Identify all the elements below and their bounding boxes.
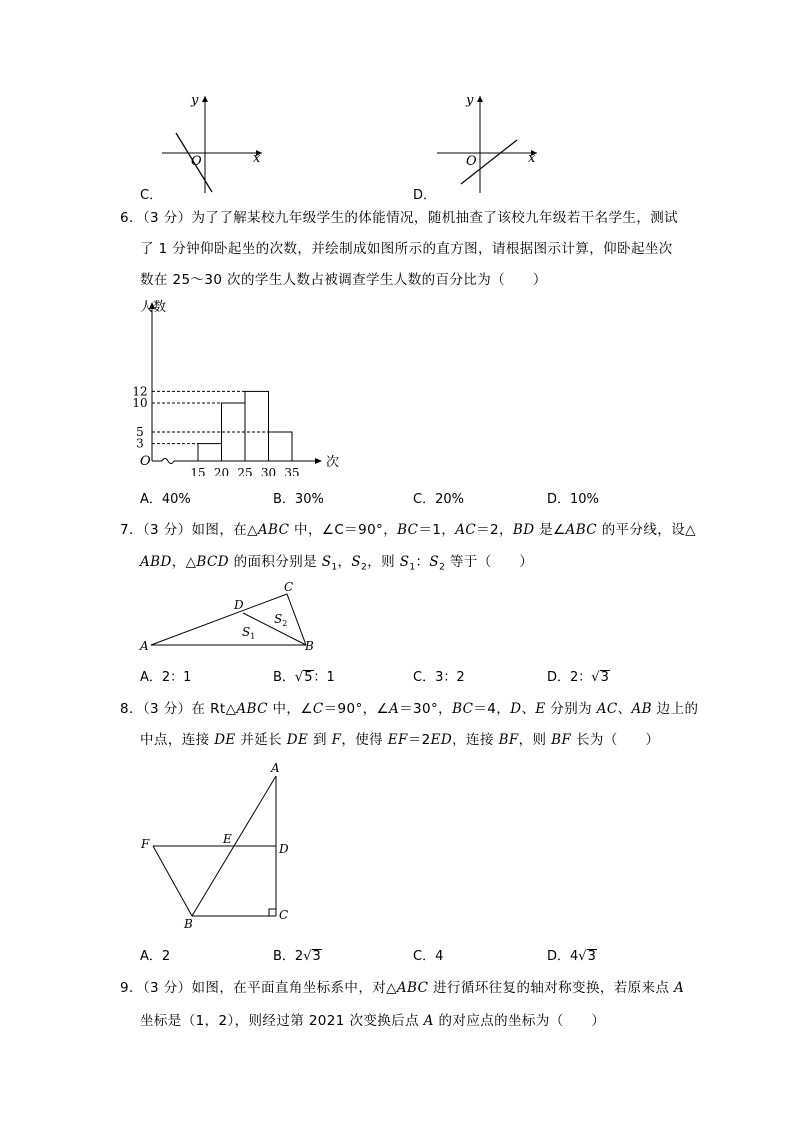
x-axis-label: 次 [326,455,340,470]
y-tick-12: 12 [132,384,148,399]
q8-fig-a: A [271,761,280,775]
q6-histogram [130,296,350,476]
q5-graph-c [150,88,280,198]
q8-option-d[interactable]: D．4√3 [547,949,596,964]
q7-fig-s2: $S_2$ [274,612,288,628]
q7-figure [138,578,328,656]
q6-option-c[interactable]: C．20% [413,492,464,507]
q5-d-origin: O [466,154,477,169]
q6-question [120,206,700,286]
q5-d-y-label: y [466,93,474,108]
q8-line-2: 中点，连接 DE 并延长 DE 到 F，使得 EF＝2ED，连接 BF，则 BF 长为（ ） [140,732,660,748]
y-tick-10: 10 [132,396,148,410]
q7-fig-a: A [140,639,149,653]
q5-c-y-label: y [191,93,199,108]
q5-c-origin: O [191,154,202,169]
q8-option-b[interactable]: B．2√3 [273,949,321,964]
q7-fig-c: C [284,580,294,594]
q8-line-1: 8．（3 分）在 Rt△ABC 中，∠C＝90°，∠A＝30°，BC＝4，D、E 分别为 AC、AB 边上的 [120,701,699,717]
q8-question [120,697,700,757]
y-axis-label: 人数 [140,300,167,315]
q6-option-a[interactable]: A．40% [140,492,191,507]
q5-option-d: D． [413,188,437,203]
x-axis-break [162,459,174,464]
y-tick-5: 5 [136,425,144,439]
q7-option-a[interactable]: A．2：1 [140,670,192,685]
q8-fig-d: D [279,842,289,856]
q8-fig-c: C [279,908,289,922]
q5-c-x-label: x [253,151,261,166]
q8-fig-b: B [184,917,193,931]
bar-15-20 [198,444,222,461]
q7-option-c[interactable]: C．3：2 [413,670,465,685]
q7-option-b[interactable]: B．√5：1 [273,670,335,685]
bar-30-35 [269,432,293,461]
y-tick-3: 3 [136,436,144,451]
q6-line-2: 了 1 分钟仰卧起坐的次数，并绘制成如图所示的直方图，请根据图示计算，仰卧起坐次 [140,241,673,257]
q5-graph-d [425,88,555,198]
q7-fig-s1: $S_1$ [242,625,256,641]
x-tick-15: 15 [190,466,206,476]
q7-fig-b: B [305,639,314,653]
x-tick-25: 25 [237,466,253,476]
q7-question [120,518,700,578]
q7-line-1: 7．（3 分）如图，在△ABC 中，∠C＝90°，BC＝1，AC＝2，BD 是∠ABC 的平分线，设△ [120,522,696,538]
q5-option-c: C． [140,188,163,203]
q8-figure [138,756,298,931]
origin-label: O [140,454,151,469]
q9-line-1: 9．（3 分）如图，在平面直角坐标系中，对△ABC 进行循环往复的轴对称变换，若原来点 A [120,980,685,996]
q6-option-d[interactable]: D．10% [547,492,599,507]
q7-option-d[interactable]: D．2：√3 [547,670,609,685]
q7-line-2: ABD，△BCD 的面积分别是 $S_1$，$S_2$，则 $S_1$：$S_2$ 等于（ ） [140,554,534,573]
q8-fig-e: E [223,832,232,846]
x-tick-30: 30 [260,466,277,476]
q5-d-x-label: x [528,151,536,166]
q9-line-2: 坐标是（1，2），则经过第 2021 次变换后点 A 的对应点的坐标为（ ） [140,1013,606,1029]
q8-fig-f: F [141,837,150,851]
q6-option-b[interactable]: B．30% [273,492,324,507]
q6-line-1: 6．（3 分）为了了解某校九年级学生的体能情况，随机抽查了该校九年级若干名学生，测试 [120,210,679,226]
q9-question [120,976,700,1036]
q8-option-c[interactable]: C．4 [413,949,444,964]
x-axis-arrow [315,458,322,464]
x-tick-20: 20 [213,466,230,476]
x-tick-35: 35 [284,466,300,476]
q6-line-3: 数在 25～30 次的学生人数占被调查学生人数的百分比为（ ） [140,272,547,288]
q7-fig-d: D [234,598,244,612]
bar-25-30 [245,391,269,461]
q8-option-a[interactable]: A．2 [140,949,171,964]
